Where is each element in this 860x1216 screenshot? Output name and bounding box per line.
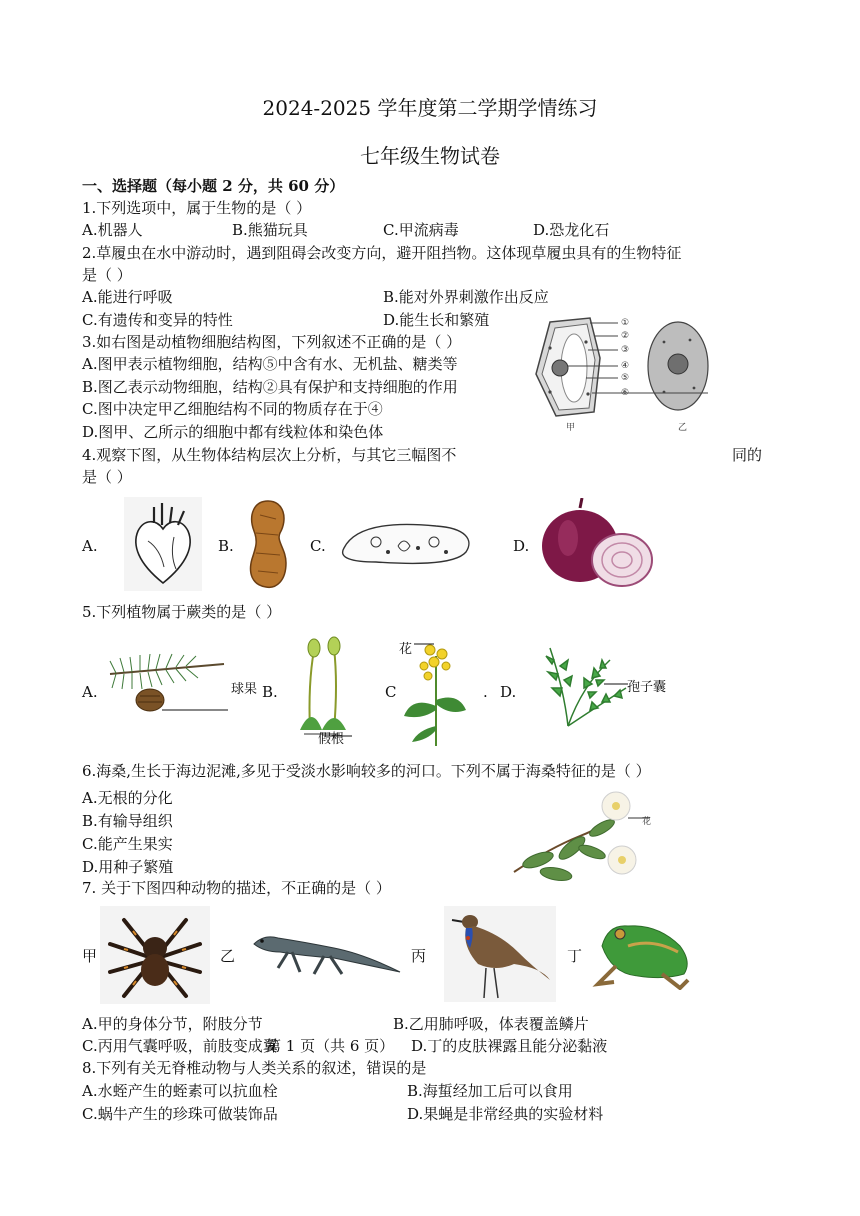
q6-option-d: D.用种子繁殖 [82,858,174,876]
q3-option-b: B.图乙表示动物细胞，结构②具有保护和支持细胞的作用 [82,378,458,396]
label-hua-q5: 花 [399,642,413,657]
q4-option-c: C. [310,537,326,555]
cell-label-3: ③ [621,345,630,355]
q6-option-c: C.能产生果实 [82,835,173,853]
q3-stem: 3.如右图是动植物细胞结构图，下列叙述不正确的是（ ） [82,333,462,351]
section-heading: 一、选择题（每小题 2 分，共 60 分） [82,177,345,195]
q2-stem-cont: 是（ ） [82,266,132,284]
heart-image [124,497,202,591]
q5-dot: . [483,683,488,701]
q4-option-b: B. [218,537,234,555]
q2-stem: 2.草履虫在水中游动时，遇到阻碍会改变方向，避开阻挡物。这体现草履虫具有的生物特征 [82,244,682,262]
q7-label-yi: 乙 [220,947,236,965]
q1-option-a: A.机器人 [82,221,143,239]
q4-option-a: A. [82,537,98,555]
bird-image [444,906,556,1002]
label-jiagen: 假根 [318,732,345,747]
q4-stem-tail: 同的 [732,446,763,464]
q5-option-c: C [385,683,397,701]
haisang-image [510,786,652,892]
q4-stem: 4.观察下图，从生物体结构层次上分析，与其它三幅图不 [82,446,457,464]
label-qiuguo: 球果 [231,682,258,697]
q1-option-b: B.熊猫玩具 [232,221,308,239]
q7-label-ding: 丁 [567,947,583,965]
q8-option-b: B.海蜇经加工后可以食用 [407,1082,573,1100]
q8-option-d: D.果蝇是非常经典的实验材料 [407,1105,604,1123]
pine-image [106,644,228,720]
q5-option-b: B. [262,683,278,701]
cell-label-6: ⑥ [621,388,630,398]
q2-option-d: D.能生长和繁殖 [383,311,490,329]
q4-option-d: D. [513,537,530,555]
fern-image [538,640,628,730]
page-number: 第 1 页（共 6 页） [266,1037,395,1055]
q7-option-b: B.乙用肺呼吸，体表覆盖鳞片 [393,1015,589,1033]
q1-stem: 1.下列选项中，属于生物的是（ ） [82,199,312,217]
peanut-image [242,497,294,591]
exam-title: 2024-2025 学年度第二学期学情练习 [262,96,598,120]
exam-subtitle: 七年级生物试卷 [360,144,500,168]
cell-label-2: ② [621,331,630,341]
q2-option-a: A.能进行呼吸 [82,288,173,306]
q6-option-b: B.有输导组织 [82,812,173,830]
q7-option-c: C.丙用气囊呼吸，前肢变成翼 [82,1037,278,1055]
q3-option-a: A.图甲表示植物细胞，结构⑤中含有水、无机盐、糖类等 [82,355,458,373]
q7-label-bing: 丙 [411,947,427,965]
q7-label-jia: 甲 [82,947,98,965]
label-baozinang: 孢子囊 [627,680,667,695]
q6-stem: 6.海桑,生长于海边泥滩,多见于受淡水影响较多的河口。下列不属于海桑特征的是（ ） [82,762,651,780]
cell-label-5: ⑤ [621,373,630,383]
q7-option-a: A.甲的身体分节，附肢分节 [82,1015,263,1033]
q7-option-d: D.丁的皮肤裸露且能分泌黏液 [411,1037,608,1055]
q3-option-d: D.图甲、乙所示的细胞中都有线粒体和染色体 [82,423,384,441]
q2-option-c: C.有遗传和变异的特性 [82,311,233,329]
q5-stem: 5.下列植物属于蕨类的是（ ） [82,603,282,621]
rapeseed-image [398,636,470,748]
q8-option-c: C.蜗牛产生的珍珠可做装饰品 [82,1105,278,1123]
q4-stem-cont: 是（ ） [82,468,132,486]
onion-image [538,498,656,590]
cell-label-jia: 甲 [566,423,576,433]
q5-option-d: D. [500,683,517,701]
cell-label-4: ④ [621,361,630,371]
q6-option-a: A.无根的分化 [82,789,173,807]
q8-stem: 8.下列有关无脊椎动物与人类关系的叙述，错误的是 [82,1059,427,1077]
q2-option-b: B.能对外界刺激作出反应 [383,288,549,306]
lizard-image [244,922,402,982]
paramecium-image [336,518,476,570]
cell-label-yi: 乙 [678,423,688,433]
cell-label-1: ① [621,318,630,328]
label-hua-q6: 花 [642,817,652,827]
q8-option-a: A.水蛭产生的蛭素可以抗血栓 [82,1082,278,1100]
q5-option-a: A. [82,683,98,701]
spider-image [100,906,210,1004]
q1-option-c: C.甲流病毒 [383,221,459,239]
q1-option-d: D.恐龙化石 [533,221,610,239]
q3-option-c: C.图中决定甲乙细胞结构不同的物质存在于④ [82,400,383,418]
frog-image [588,916,694,990]
q7-stem: 7. 关于下图四种动物的描述，不正确的是（ ） [82,879,391,897]
